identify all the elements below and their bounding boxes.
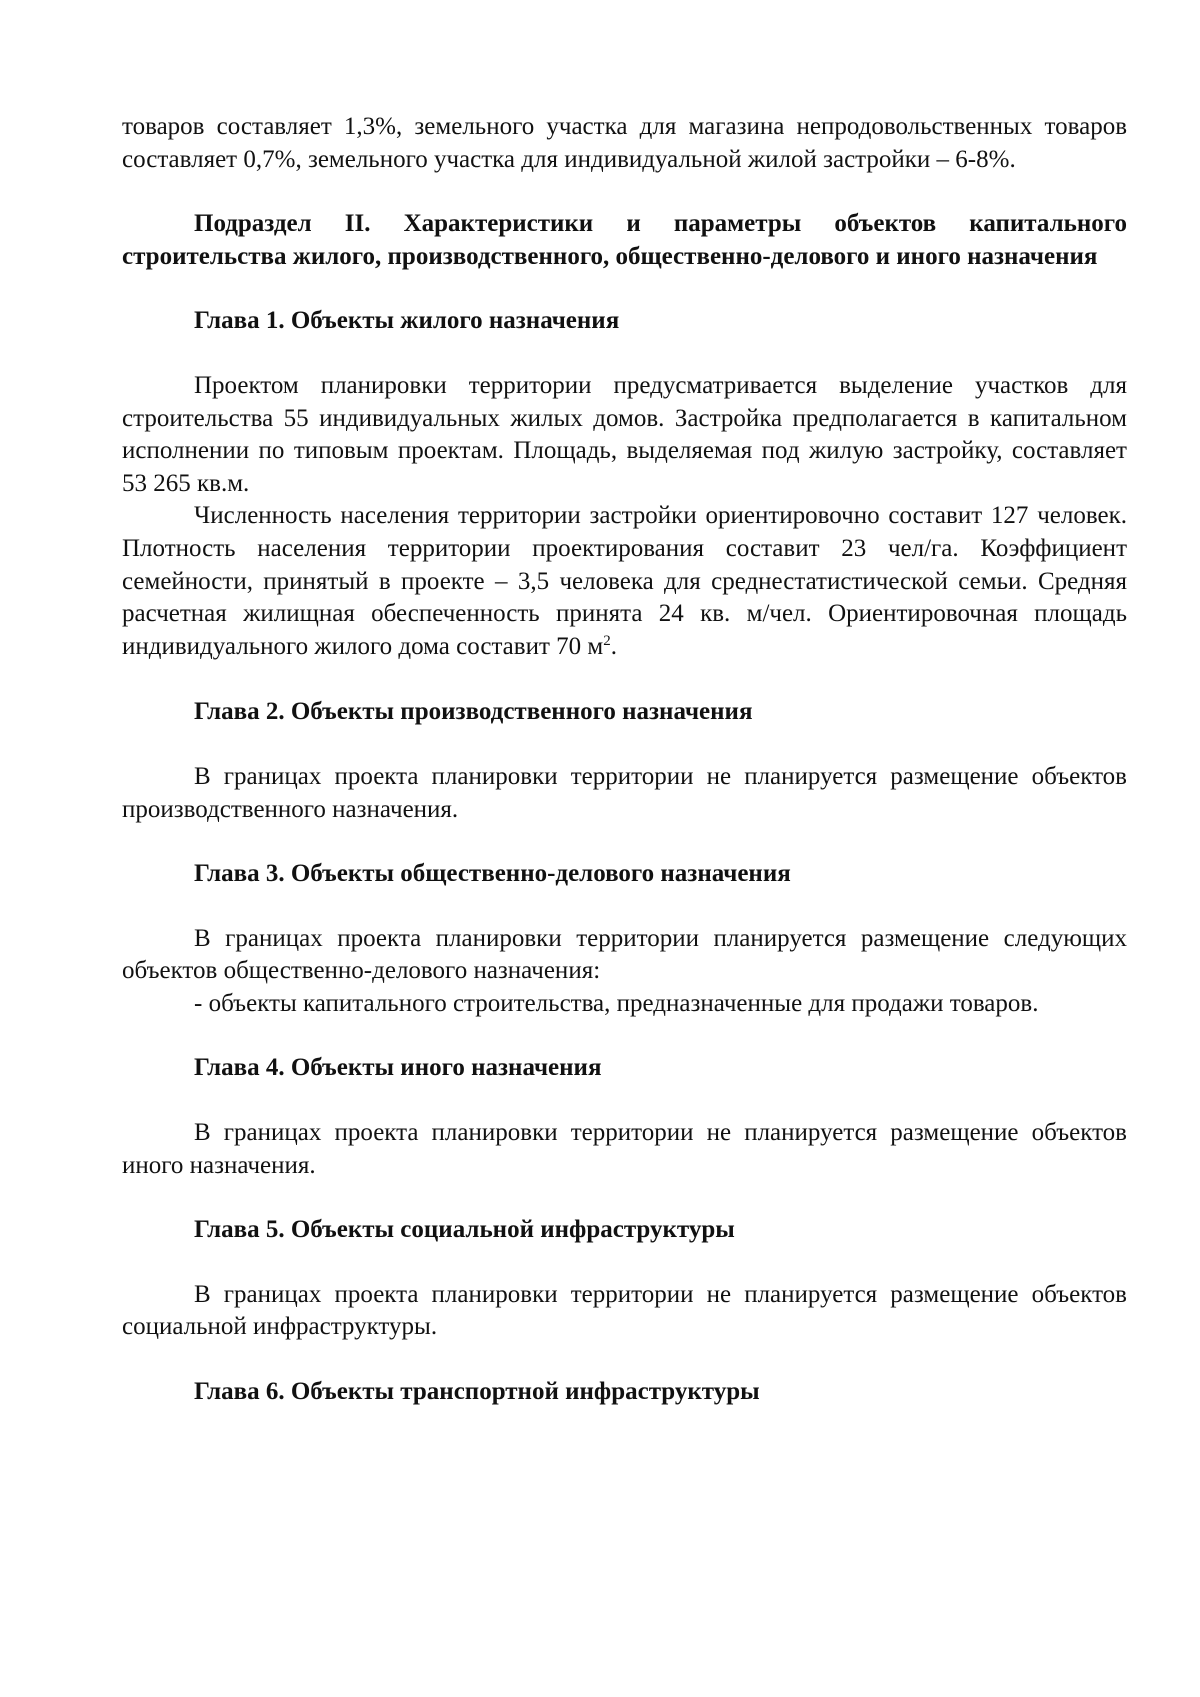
chapter-3-paragraph-1: В границах проекта планировки территории планируется размещение следующих объектов общественно-делового назначения:	[122, 924, 1127, 985]
spacer	[122, 1020, 1127, 1052]
intro-paragraph: товаров составляет 1,3%, земельного участка для магазина непродовольственных товаров составляет 0,7%, земельного участка для индивидуальной жилой застройки – 6-8%.	[122, 113, 1127, 173]
spacer	[122, 663, 1127, 696]
spacer	[122, 1085, 1127, 1117]
superscript: 2	[603, 632, 611, 649]
spacer	[122, 338, 1127, 370]
spacer	[122, 729, 1127, 761]
spacer	[122, 273, 1127, 305]
chapter-1-heading: Глава 1. Объекты жилого назначения	[194, 307, 620, 335]
spacer	[122, 1247, 1127, 1279]
chapter-3-heading: Глава 3. Объекты общественно-делового назначения	[194, 860, 791, 888]
chapter-3-paragraph-2: - объекты капитального строительства, предназначенные для продажи товаров.	[194, 989, 1039, 1017]
chapter-1-paragraph-1: Проектом планировки территории предусматривается выделение участков для строительства 55 индивидуальных жилых домов. Застройка предполагается в капитальном исполнении по типовым проектам. Площадь, выделяемая под жилую застройку, составляет 53 265 кв.м.	[122, 371, 1127, 497]
spacer	[122, 891, 1127, 923]
chapter-1-paragraph-2	[122, 500, 1127, 663]
chapter-1-paragraph-2-text: Численность населения территории застройки ориентировочно составит 127 человек. Плотность населения территории проектирования составит 23 чел/га. Коэффициент семейности, принятый в проекте – 3,5 человека для среднестатистической семьи. Средняя расчетная жилищная обеспеченность принята 24 кв. м/чел. Ориентировочная площадь индивидуального жилого дома составит 70 м	[122, 502, 1127, 660]
spacer	[122, 176, 1127, 208]
spacer	[122, 1182, 1127, 1214]
subsection-heading: Подраздел II. Характеристики и параметры объектов капитального строительства жилого, производственного, общественно-делового и иного назначения	[122, 210, 1127, 270]
chapter-6-heading: Глава 6. Объекты транспортной инфраструктуры	[194, 1378, 760, 1406]
chapter-4-paragraph-1: В границах проекта планировки территории не планируется размещение объектов иного назначения.	[122, 1119, 1127, 1179]
chapter-5-heading: Глава 5. Объекты социальной инфраструктуры	[194, 1216, 735, 1244]
paragraph-end: .	[610, 632, 617, 660]
chapter-5-paragraph-1: В границах проекта планировки территории не планируется размещение объектов социальной инфраструктуры.	[122, 1280, 1127, 1341]
spacer	[122, 1344, 1127, 1376]
spacer	[122, 826, 1127, 858]
chapter-4-heading: Глава 4. Объекты иного назначения	[194, 1054, 602, 1082]
chapter-2-paragraph-1: В границах проекта планировки территории не планируется размещение объектов производственного назначения.	[122, 762, 1127, 823]
chapter-2-heading: Глава 2. Объекты производственного назначения	[194, 698, 753, 726]
